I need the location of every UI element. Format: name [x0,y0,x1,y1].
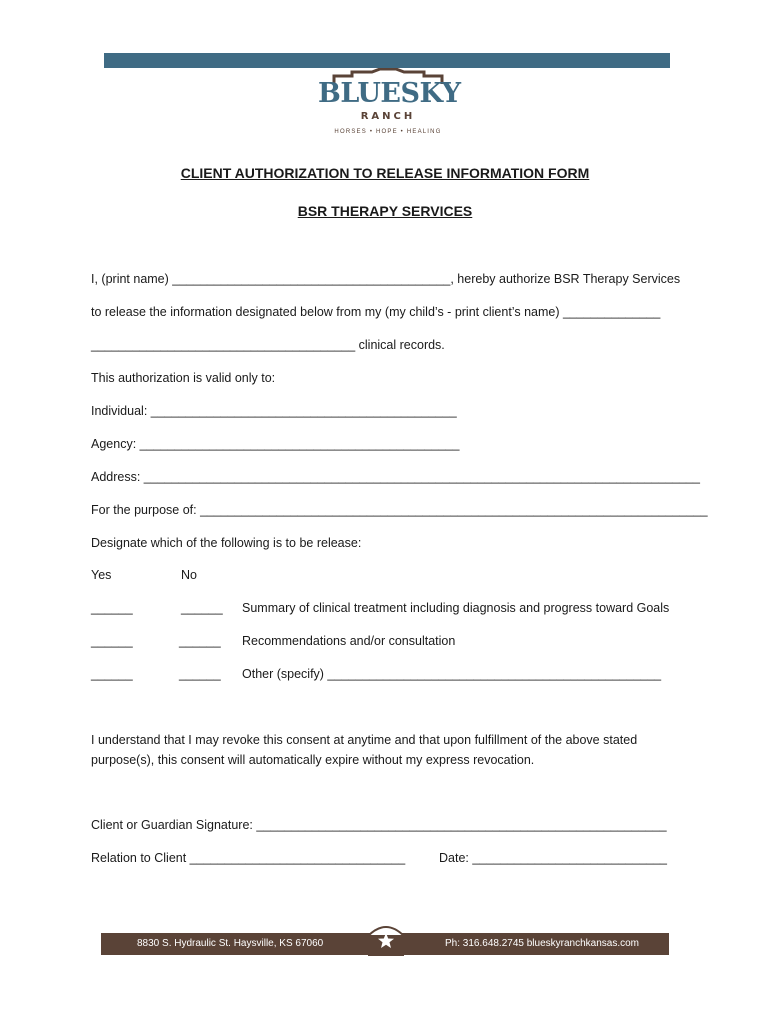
signature-field[interactable]: Client or Guardian Signature: ___________________________________________________________ [91,818,667,832]
choice-recommendations: Recommendations and/or consultation [242,634,456,648]
purpose-field[interactable]: For the purpose of: _________________________________________________________________________ [91,503,708,517]
date-field[interactable]: Date: ____________________________ [439,851,668,865]
validity-label: This authorization is valid only to: [91,371,276,385]
print-name-line[interactable]: I, (print name) ________________________________________, hereby authorize BSR Therapy Services [91,272,681,286]
logo-name: BLUESKY [318,78,461,109]
logo-sub: RANCH [360,111,416,122]
logo-tagline: HORSES • HOPE • HEALING [334,129,442,135]
clinical-records-line[interactable]: ______________________________________ clinical records. [91,338,445,352]
no-blank[interactable]: ______ [179,634,221,648]
choice-other[interactable]: Other (specify) ________________________________________________ [242,667,662,681]
header-bar [104,53,670,68]
yes-blank[interactable]: ______ [91,601,133,615]
no-header: No [181,568,197,582]
consent-text-2: purpose(s), this consent will automatically expire without my express revocation. [91,753,535,767]
choice-summary: Summary of clinical treatment including diagnosis and progress toward Goals [242,601,670,615]
yes-header: Yes [91,568,112,582]
logo [318,68,461,140]
address-field[interactable]: Address: ________________________________________________________________________________ [91,470,700,484]
form-title: CLIENT AUTHORIZATION TO RELEASE INFORMATION FORM [180,165,590,181]
footer-star-badge [366,916,406,956]
release-line[interactable]: to release the information designated below from my (my child’s - print client’s name) ______________ [91,305,661,319]
agency-field[interactable]: Agency: ______________________________________________ [91,437,460,451]
no-blank[interactable]: ______ [179,667,221,681]
yes-blank[interactable]: ______ [91,667,133,681]
yes-blank[interactable]: ______ [91,634,133,648]
designate-label: Designate which of the following is to be release: [91,536,362,550]
individual-field[interactable]: Individual: ____________________________________________ [91,404,457,418]
consent-text-1: I understand that I may revoke this consent at anytime and that upon fulfillment of the above stated [91,733,638,747]
form-subtitle: BSR THERAPY SERVICES [297,203,473,219]
footer-address: 8830 S. Hydraulic St. Haysville, KS 67060 [137,938,324,949]
no-blank[interactable]: ______ [181,601,223,615]
footer-contact: Ph: 316.648.2745 blueskyranchkansas.com [445,938,640,949]
relation-field[interactable]: Relation to Client _______________________________ [91,851,406,865]
